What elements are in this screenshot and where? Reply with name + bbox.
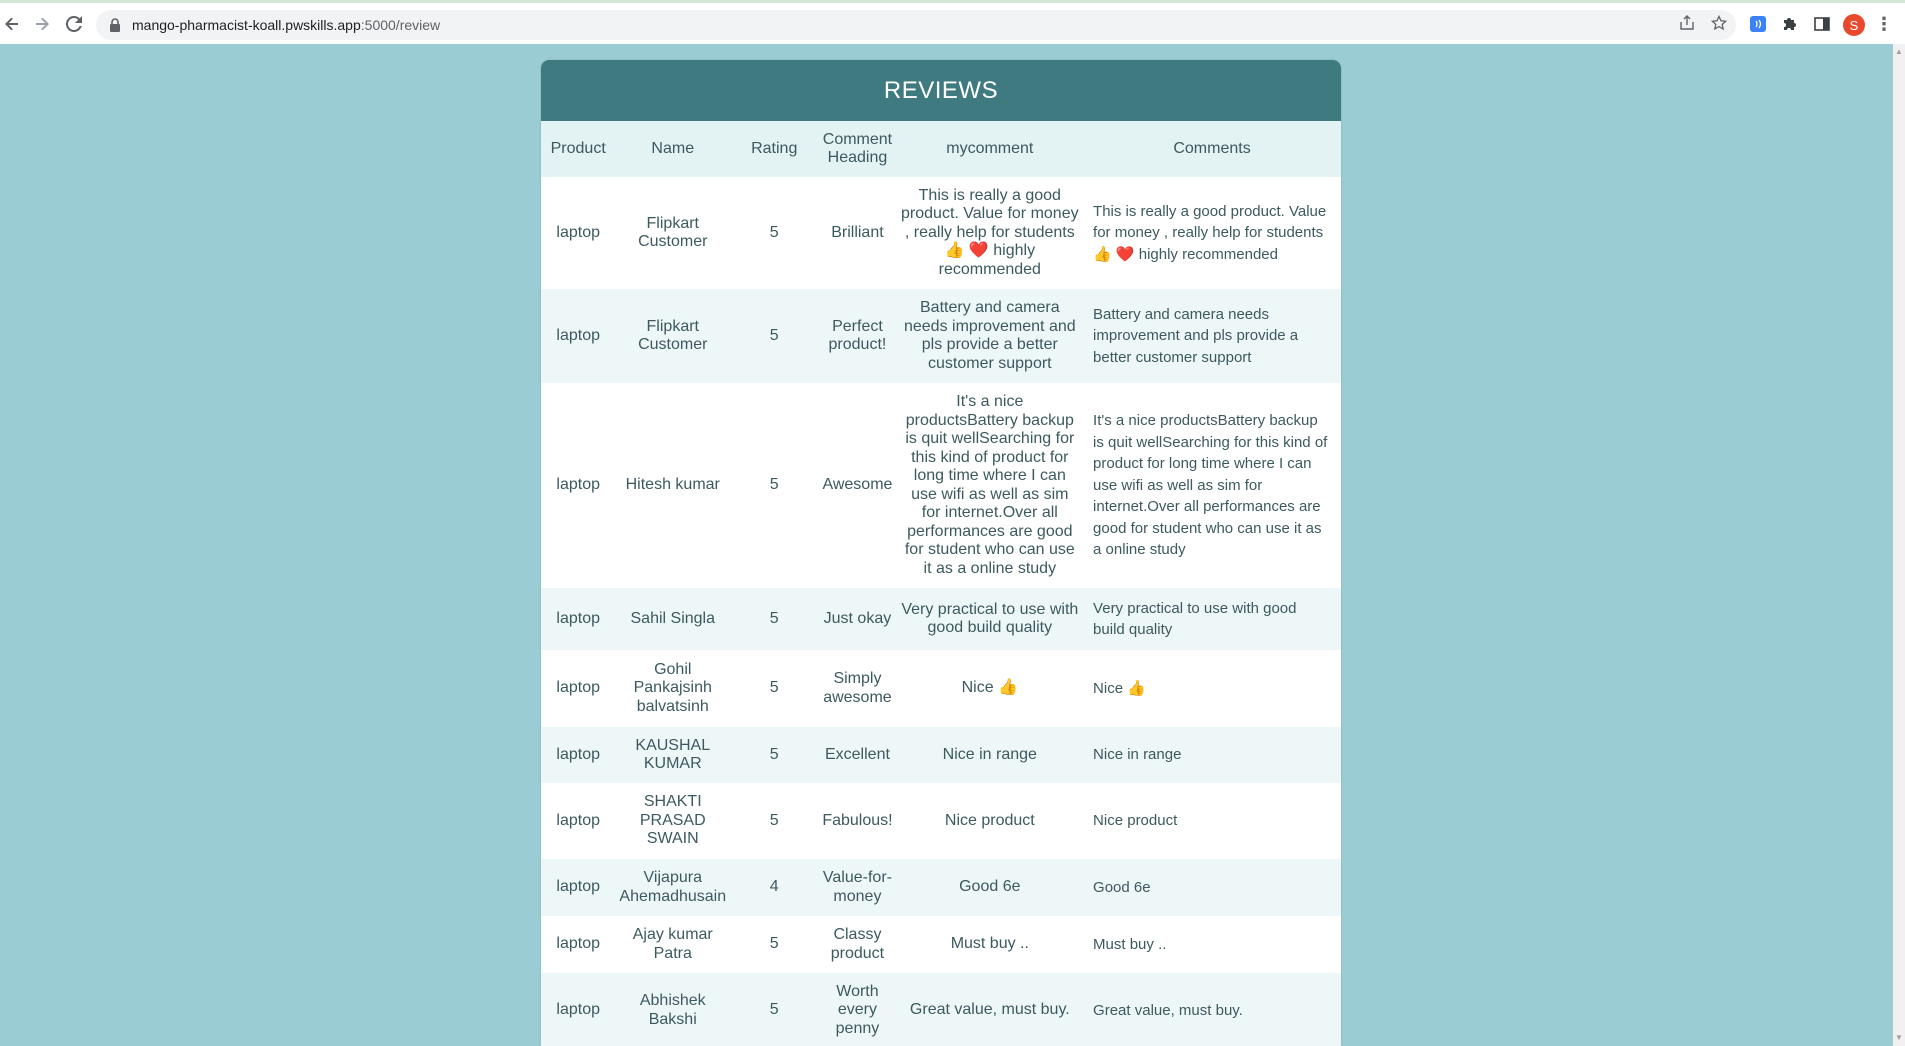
cell-heading: Excellent <box>824 745 890 763</box>
cell-rating: 5 <box>769 811 779 829</box>
forward-arrow-icon[interactable] <box>30 12 54 36</box>
cell-comments: Great value, must buy. <box>1093 1001 1243 1019</box>
table-row <box>541 289 1341 383</box>
column-header-comments: Comments <box>1173 140 1251 157</box>
cell-product: laptop <box>556 679 600 697</box>
column-header-rating: Rating <box>751 140 798 157</box>
cell-rating: 5 <box>769 1001 779 1019</box>
cell-rating: 5 <box>769 609 779 627</box>
cell-name: Sahil Singla <box>630 609 715 627</box>
cell-comments: This is really a good product. Value for money , really help for students 👍 ❤️ highly recommended <box>1093 202 1327 263</box>
lock-icon[interactable] <box>109 18 121 32</box>
cell-product: laptop <box>556 811 600 829</box>
cell-comments: Good 6e <box>1093 878 1151 896</box>
cell-mycomment: Good 6e <box>959 878 1021 896</box>
cell-product: laptop <box>556 223 600 241</box>
cell-mycomment: Very practical to use with good build quality <box>901 600 1079 636</box>
cell-mycomment: Battery and camera needs improvement and pls provide a better customer support <box>903 299 1076 372</box>
cell-product: laptop <box>556 326 600 344</box>
cell-comments: Must buy .. <box>1093 935 1167 953</box>
cell-heading: Worth every penny <box>835 982 880 1037</box>
reload-icon[interactable] <box>62 12 86 36</box>
table-row <box>541 727 1341 783</box>
cell-heading: Value-for-money <box>822 869 892 905</box>
table-row <box>541 783 1341 859</box>
cell-name: Hitesh kumar <box>625 476 720 494</box>
table-row <box>541 177 1341 289</box>
cell-comments: Battery and camera needs improvement and pls provide a better customer support <box>1093 305 1299 366</box>
profile-avatar[interactable]: S <box>1843 14 1865 36</box>
cell-mycomment: This is really a good product. Value for money , really help for students 👍 ❤️ highly recommended <box>901 186 1079 278</box>
cell-mycomment: It's a nice productsBattery backup is quit wellSearching for this kind of product for long time where I can use wifi as well as sim for internet.Over all performances are good for student who can use it as a online study <box>904 393 1075 577</box>
column-header-name: Name <box>651 140 695 157</box>
cell-heading: Simply awesome <box>823 670 892 706</box>
share-icon[interactable] <box>1676 12 1698 34</box>
cell-product: laptop <box>556 878 600 896</box>
cell-mycomment: Must buy .. <box>950 935 1029 953</box>
table-row <box>541 973 1341 1046</box>
browser-toolbar <box>0 0 1905 44</box>
cell-name: Abhishek Bakshi <box>639 992 706 1028</box>
cell-rating: 5 <box>769 326 779 344</box>
cell-comments: Nice 👍 <box>1093 679 1146 697</box>
column-header-product: Product <box>550 140 606 157</box>
cell-name: Gohil Pankajsinh balvatsinh <box>633 660 712 715</box>
cell-heading: Just okay <box>823 609 892 627</box>
cell-product: laptop <box>556 745 600 763</box>
cell-rating: 5 <box>769 745 779 763</box>
scroll-up-arrow-icon[interactable]: ▲ <box>1895 47 1903 56</box>
cell-name: Ajay kumar Patra <box>632 926 713 962</box>
cell-product: laptop <box>556 1001 600 1019</box>
url-host: mango-pharmacist-koall.pwskills.app <box>132 17 361 33</box>
cell-heading: Brilliant <box>831 223 884 241</box>
cell-rating: 5 <box>769 476 779 494</box>
reviews-card <box>541 60 1341 1046</box>
cell-name: Flipkart Customer <box>638 317 708 353</box>
url-path: :5000/review <box>360 17 441 33</box>
cell-comments: It's a nice productsBattery backup is quit wellSearching for this kind of product for long time where I can use wifi as well as sim for internet.Over all performances are good for student who can use it as a online study <box>1093 412 1328 559</box>
address-bar[interactable] <box>96 10 1736 40</box>
column-header-mycomment: mycomment <box>946 140 1034 157</box>
extension-icon[interactable] <box>1747 13 1769 35</box>
cell-mycomment: Nice product <box>944 811 1035 829</box>
cell-rating: 5 <box>769 935 779 953</box>
cell-product: laptop <box>556 935 600 953</box>
kebab-menu-icon[interactable]: ⋮ <box>1875 13 1893 34</box>
table-row <box>541 650 1341 727</box>
cell-product: laptop <box>556 476 600 494</box>
cell-comments: Nice product <box>1093 812 1178 830</box>
cell-rating: 4 <box>769 878 779 896</box>
table-row <box>541 859 1341 916</box>
back-arrow-icon[interactable] <box>0 12 24 36</box>
cell-product: laptop <box>556 609 600 627</box>
table-row <box>541 383 1341 588</box>
cell-mycomment: Nice in range <box>942 745 1037 763</box>
cell-heading: Perfect product! <box>828 317 887 353</box>
cell-mycomment: Nice 👍 <box>961 679 1018 697</box>
cell-rating: 5 <box>769 223 779 241</box>
cell-name: Flipkart Customer <box>638 214 708 250</box>
column-header-comment-heading: Comment Heading <box>822 131 893 166</box>
cell-mycomment: Great value, must buy. <box>909 1001 1070 1019</box>
cell-name: KAUSHAL KUMAR <box>635 736 711 772</box>
cell-heading: Awesome <box>822 476 893 494</box>
table-row <box>541 588 1341 650</box>
star-icon[interactable] <box>1708 12 1730 34</box>
cell-comments: Nice in range <box>1093 746 1182 764</box>
puzzle-icon[interactable] <box>1779 13 1801 35</box>
cell-rating: 5 <box>769 679 779 697</box>
scroll-down-arrow-icon[interactable]: ▼ <box>1895 1033 1903 1042</box>
page-scrollbar[interactable] <box>1893 44 1905 1046</box>
cell-name: SHAKTI PRASAD SWAIN <box>639 793 706 848</box>
table-row <box>541 916 1341 973</box>
cell-comments: Very practical to use with good build quality <box>1093 599 1297 638</box>
table-header-row <box>541 121 1341 177</box>
side-panel-icon[interactable] <box>1811 13 1833 35</box>
cell-heading: Fabulous! <box>822 811 893 829</box>
reviews-table <box>541 121 1341 1046</box>
cell-name: Vijapura Ahemadhusain <box>619 869 727 905</box>
cell-heading: Classy product <box>830 926 885 962</box>
page-title: REVIEWS <box>541 60 1341 121</box>
